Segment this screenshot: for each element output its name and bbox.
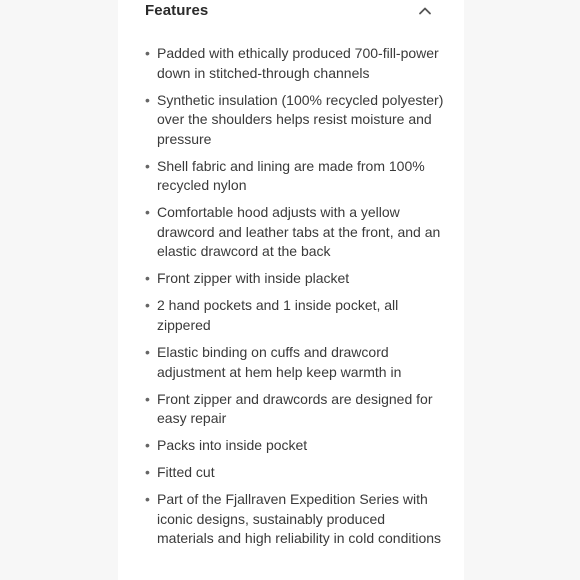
features-list <box>145 44 445 557</box>
feature-item <box>145 91 445 150</box>
features-accordion-header[interactable] <box>145 0 445 24</box>
feature-item <box>145 157 445 196</box>
bullet-icon: • <box>145 344 150 361</box>
feature-text: Comfortable hood adjusts with a yellow drawcord and leather tabs at the front, and an elastic drawcord at the back <box>157 204 441 260</box>
feature-item <box>145 343 445 382</box>
feature-text: Synthetic insulation (100% recycled polyester) over the shoulders helps resist moisture and pressure <box>157 91 444 147</box>
bullet-icon: • <box>145 437 150 454</box>
bullet-icon: • <box>145 91 150 108</box>
feature-item <box>145 296 445 335</box>
chevron-up-icon[interactable] <box>417 3 433 19</box>
feature-text: 2 hand pockets and 1 inside pocket, all zippered <box>157 297 399 333</box>
bullet-icon: • <box>145 297 150 314</box>
bullet-icon: • <box>145 157 150 174</box>
feature-text: Fitted cut <box>157 464 215 481</box>
feature-item <box>145 44 445 83</box>
feature-text: Front zipper and drawcords are designed for easy repair <box>157 390 433 427</box>
bullet-icon: • <box>145 45 150 61</box>
bullet-icon: • <box>145 270 150 287</box>
bullet-icon: • <box>145 464 150 481</box>
feature-item <box>145 390 445 429</box>
feature-text: Shell fabric and lining are made from 100% recycled nylon <box>157 157 425 194</box>
section-title: Features <box>145 2 209 19</box>
feature-item <box>145 463 445 483</box>
feature-text: Packs into inside pocket <box>157 437 308 454</box>
feature-item <box>145 490 445 549</box>
bullet-icon: • <box>145 491 150 508</box>
bullet-icon: • <box>145 204 150 221</box>
feature-text: Padded with ethically produced 700-fill-power down in stitched-through channels <box>157 45 439 81</box>
feature-text: Elastic binding on cuffs and drawcord adjustment at hem help keep warmth in <box>157 344 402 380</box>
feature-item <box>145 269 445 289</box>
feature-text: Part of the Fjallraven Expedition Series with iconic designs, sustainably produced materials and high reliability in cold conditions <box>157 491 442 547</box>
feature-item <box>145 436 445 456</box>
feature-text: Front zipper with inside placket <box>157 270 350 287</box>
feature-item <box>145 203 445 262</box>
bullet-icon: • <box>145 390 150 407</box>
